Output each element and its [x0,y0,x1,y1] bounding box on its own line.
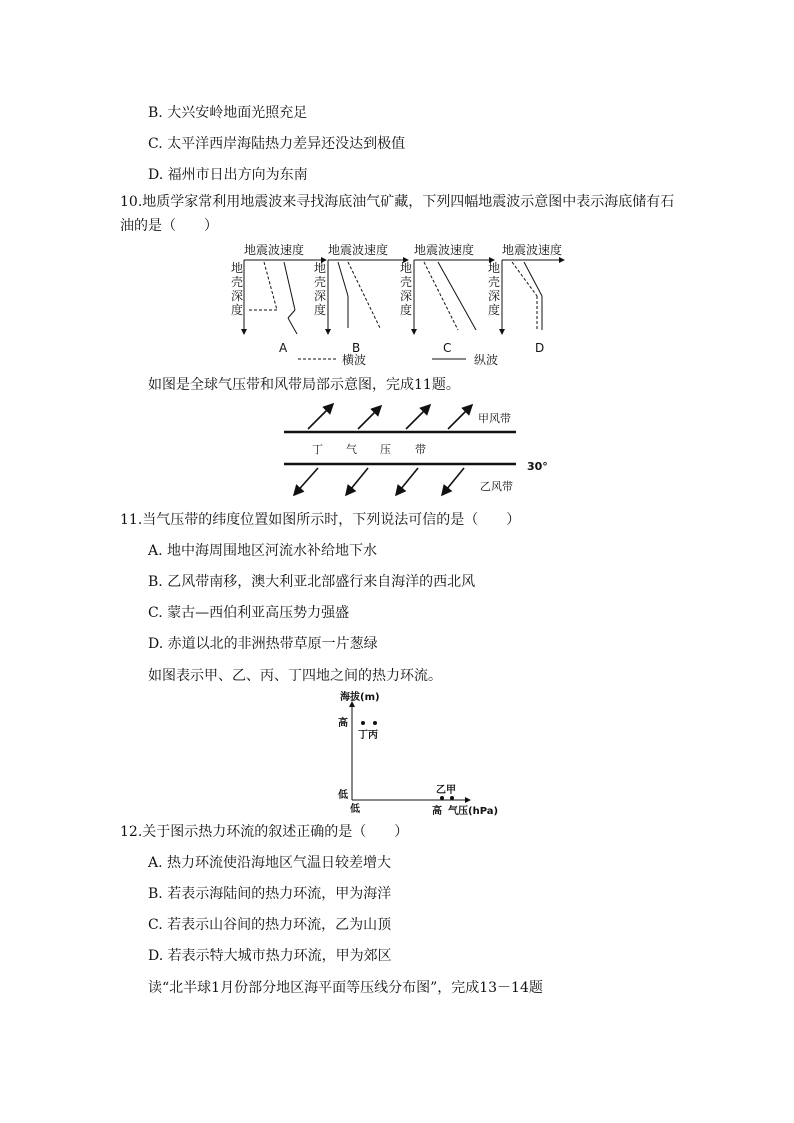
transverse-wave-c [424,262,458,330]
belt-char-2: 气 [346,443,357,456]
belt-char-1: 丁 [312,443,323,456]
q9-option-c: C. 太平洋西岸海陆热力差异还没达到极值 [148,136,406,152]
legend-transverse: 横波 [342,353,367,367]
panel-c [400,242,494,355]
depth-label-a: 地 [231,261,244,275]
svg-text:度: 度 [314,303,327,317]
bottom-wind-arrow [346,468,368,495]
legend-longitudinal: 纵波 [474,353,499,367]
point-ding [361,721,365,725]
panel-a [231,242,326,355]
intro-q13: 读“北半球1月份部分地区海平面等压线分布图”，完成13－14题 [148,980,543,996]
panel-label-c: C [443,341,452,355]
velocity-axis-title-b: 地震波速度 [328,243,389,257]
q11-stem: 11.当气压带的纬度位置如图所示时，下列说法可信的是（ ） [120,512,521,528]
svg-text:度: 度 [400,303,413,317]
svg-text:度: 度 [488,303,501,317]
svg-text:深: 深 [488,289,501,303]
panel-label-d: D [535,341,545,355]
q11-option-c: C. 蒙古—西伯利亚高压势力强盛 [148,605,350,621]
svg-text:度: 度 [231,303,244,317]
panel-label-b: B [352,341,361,355]
svg-text:深: 深 [231,289,244,303]
bottom-points-label: 乙甲 [436,785,456,796]
transverse-wave-b [348,262,380,328]
panel-b [314,242,408,355]
svg-text:壳: 壳 [400,275,413,289]
x-low-label: 低 [350,804,360,815]
svg-text:深: 深 [314,289,327,303]
bottom-wind-arrow [396,468,418,495]
svg-text:地: 地 [314,261,327,275]
intro-q12: 如图表示甲、乙、丙、丁四地之间的热力环流。 [148,668,442,684]
svg-text:壳: 壳 [231,275,244,289]
top-wind-arrow [406,405,430,429]
longitudinal-wave-b [338,262,348,296]
svg-text:地: 地 [400,261,413,275]
q9-option-d: D. 福州市日出方向为东南 [148,167,308,183]
panel-label-a: A [279,341,288,355]
q12-option-d: D. 若表示特大城市热力环流，甲为郊区 [148,948,392,964]
q11-option-d: D. 赤道以北的非洲热带草原一片葱绿 [148,636,378,652]
point-yi [440,796,444,800]
x-high-label: 高 [432,806,442,817]
q10-stem: 10.地质学家常利用地震波来寻找海底油气矿藏，下列四幅地震波示意图中表示海底储有石油的是（ ） [120,194,675,234]
bottom-wind-arrow [442,468,464,495]
longitudinal-wave-c [438,262,476,330]
y-high-label: 高 [338,718,348,729]
velocity-axis-title-c: 地震波速度 [414,243,475,257]
thermal-circulation-figure [0,688,794,818]
velocity-axis-title-d: 地震波速度 [502,243,563,257]
bottom-wind-label: 乙风带 [480,480,513,493]
bottom-wind-arrow [294,468,318,495]
y-low-label: 低 [338,790,348,801]
point-bing [373,721,377,725]
velocity-axis-title-a: 地震波速度 [244,243,305,257]
top-wind-label: 甲风带 [478,412,511,425]
svg-text:壳: 壳 [488,275,501,289]
y-axis-title: 海拔(m) [340,692,380,703]
svg-text:地: 地 [488,261,501,275]
point-jia [450,796,454,800]
q12-option-a: A. 热力环流使沿海地区气温日较差增大 [148,855,392,871]
panel-d [488,242,564,355]
q12-option-c: C. 若表示山谷间的热力环流，乙为山顶 [148,917,392,933]
pressure-belt-figure [0,398,794,508]
legend [298,352,498,367]
svg-text:深: 深 [400,289,413,303]
x-axis-title: 气压(hPa) [448,806,499,817]
top-wind-arrow [308,404,333,429]
q12-stem: 12.关于图示热力环流的叙述正确的是（ ） [120,824,409,840]
latitude-label: 30° [527,460,548,473]
q11-option-b: B. 乙风带南移，澳大利亚北部盛行来自海洋的西北风 [148,574,476,590]
q9-option-b: B. 大兴安岭地面光照充足 [148,105,308,121]
top-wind-arrow [448,405,472,429]
top-points-label: 丁丙 [358,730,378,741]
transverse-wave-a [264,262,277,310]
top-wind-arrow [358,406,381,429]
longitudinal-wave-a [284,262,295,310]
intro-q11: 如图是全球气压带和风带局部示意图，完成11题。 [148,377,460,393]
belt-char-4: 带 [415,443,426,456]
belt-char-3: 压 [380,443,391,456]
q11-option-a: A. 地中海周围地区河流水补给地下水 [148,543,378,559]
q12-option-b: B. 若表示海陆间的热力环流，甲为海洋 [148,886,392,902]
svg-text:壳: 壳 [314,275,327,289]
seismic-wave-figure [0,238,794,368]
